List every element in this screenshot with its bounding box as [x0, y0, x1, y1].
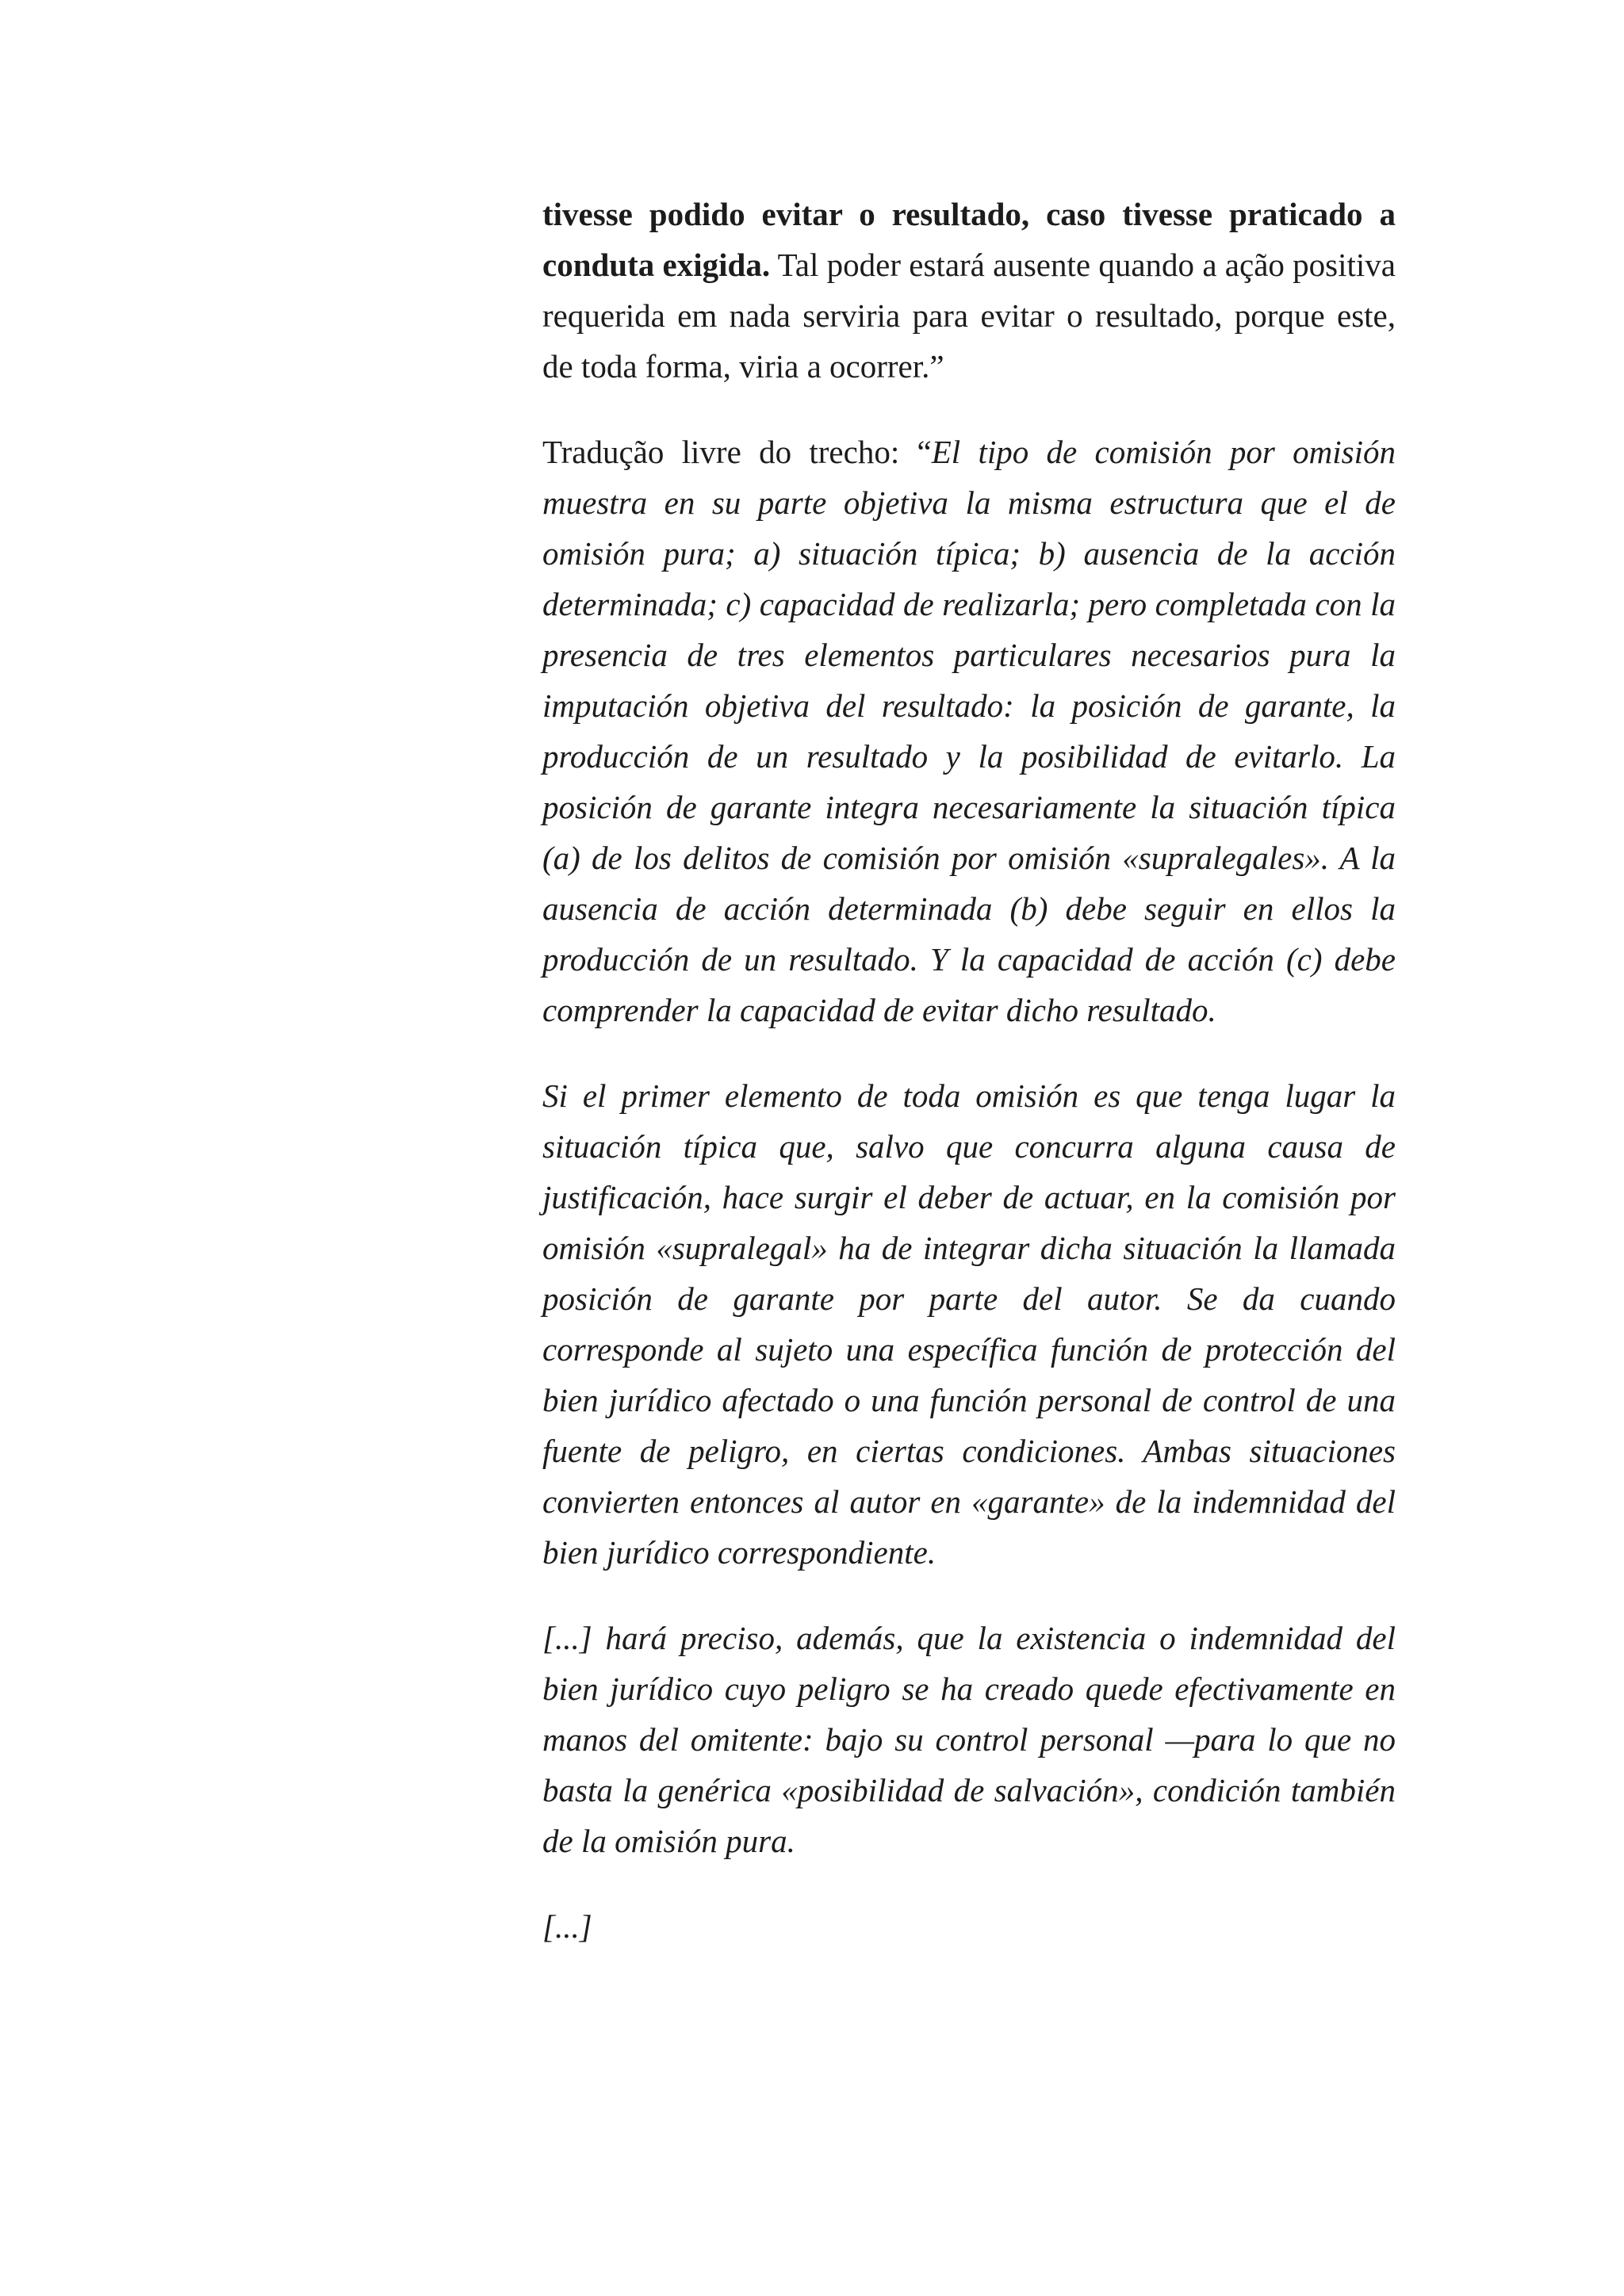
paragraph-2-quote: El tipo de comisión por omisión muestra en su parte objetiva la misma estructura que el de omisión pura; a) situación típica; b) ausencia de la acción determinada; c) capacidad de realizarla; pero completada con la presencia de tres elementos particulares necesarios pura la imputación objetiva del resultado: la posición de garante, la producción de un resultado y la posibilidad de evitarlo. La posición de garante integra necesariamente la situación típica (a) de los delitos de comisión por omisión «supralegales». A la ausencia de acción determinada (b) debe seguir en ellos la producción de un resultado. Y la capacidad de acción (c) debe comprender la capacidad de evitar dicho resultado. [542, 434, 1396, 1028]
paragraph-1-bold-lead: tivesse podido evitar o resultado, caso tivesse praticado a conduta exigida. [542, 196, 1396, 283]
paragraph-1 [542, 189, 1396, 392]
paragraph-2 [542, 427, 1396, 1035]
closing-ellipsis: [...] [542, 1908, 592, 1945]
body-text [542, 189, 1396, 1987]
paragraph-2-lead: Tradução livre do trecho: “ [542, 434, 932, 470]
paragraph-4: [...] hará preciso, además, que la existencia o indemnidad del bien jurídico cuyo peligro se ha creado quede efectivamente en manos del omitente: bajo su control personal —para lo que no basta la genérica «posibilidad de salvación», condición también de la omisión pura. [542, 1620, 1396, 1859]
paragraph-1-text: Tal poder estará ausente quando a ação positiva requerida em nada serviria para evitar o resultado, porque este, de toda forma, viria a ocorrer.” [542, 247, 1396, 385]
paragraph-3: Si el primer elemento de toda omisión es que tenga lugar la situación típica que, salvo que concurra alguna causa de justificación, hace surgir el deber de actuar, en la comisión por omisión «supralegal» ha de integrar dicha situación la llamada posición de garante por parte del autor. Se da cuando corresponde al sujeto una específica función de protección del bien jurídico afectado o una función personal de control de una fuente de peligro, en ciertas condiciones. Ambas situaciones convierten entonces al autor en «garante» de la indemnidad del bien jurídico correspondiente. [542, 1077, 1396, 1571]
